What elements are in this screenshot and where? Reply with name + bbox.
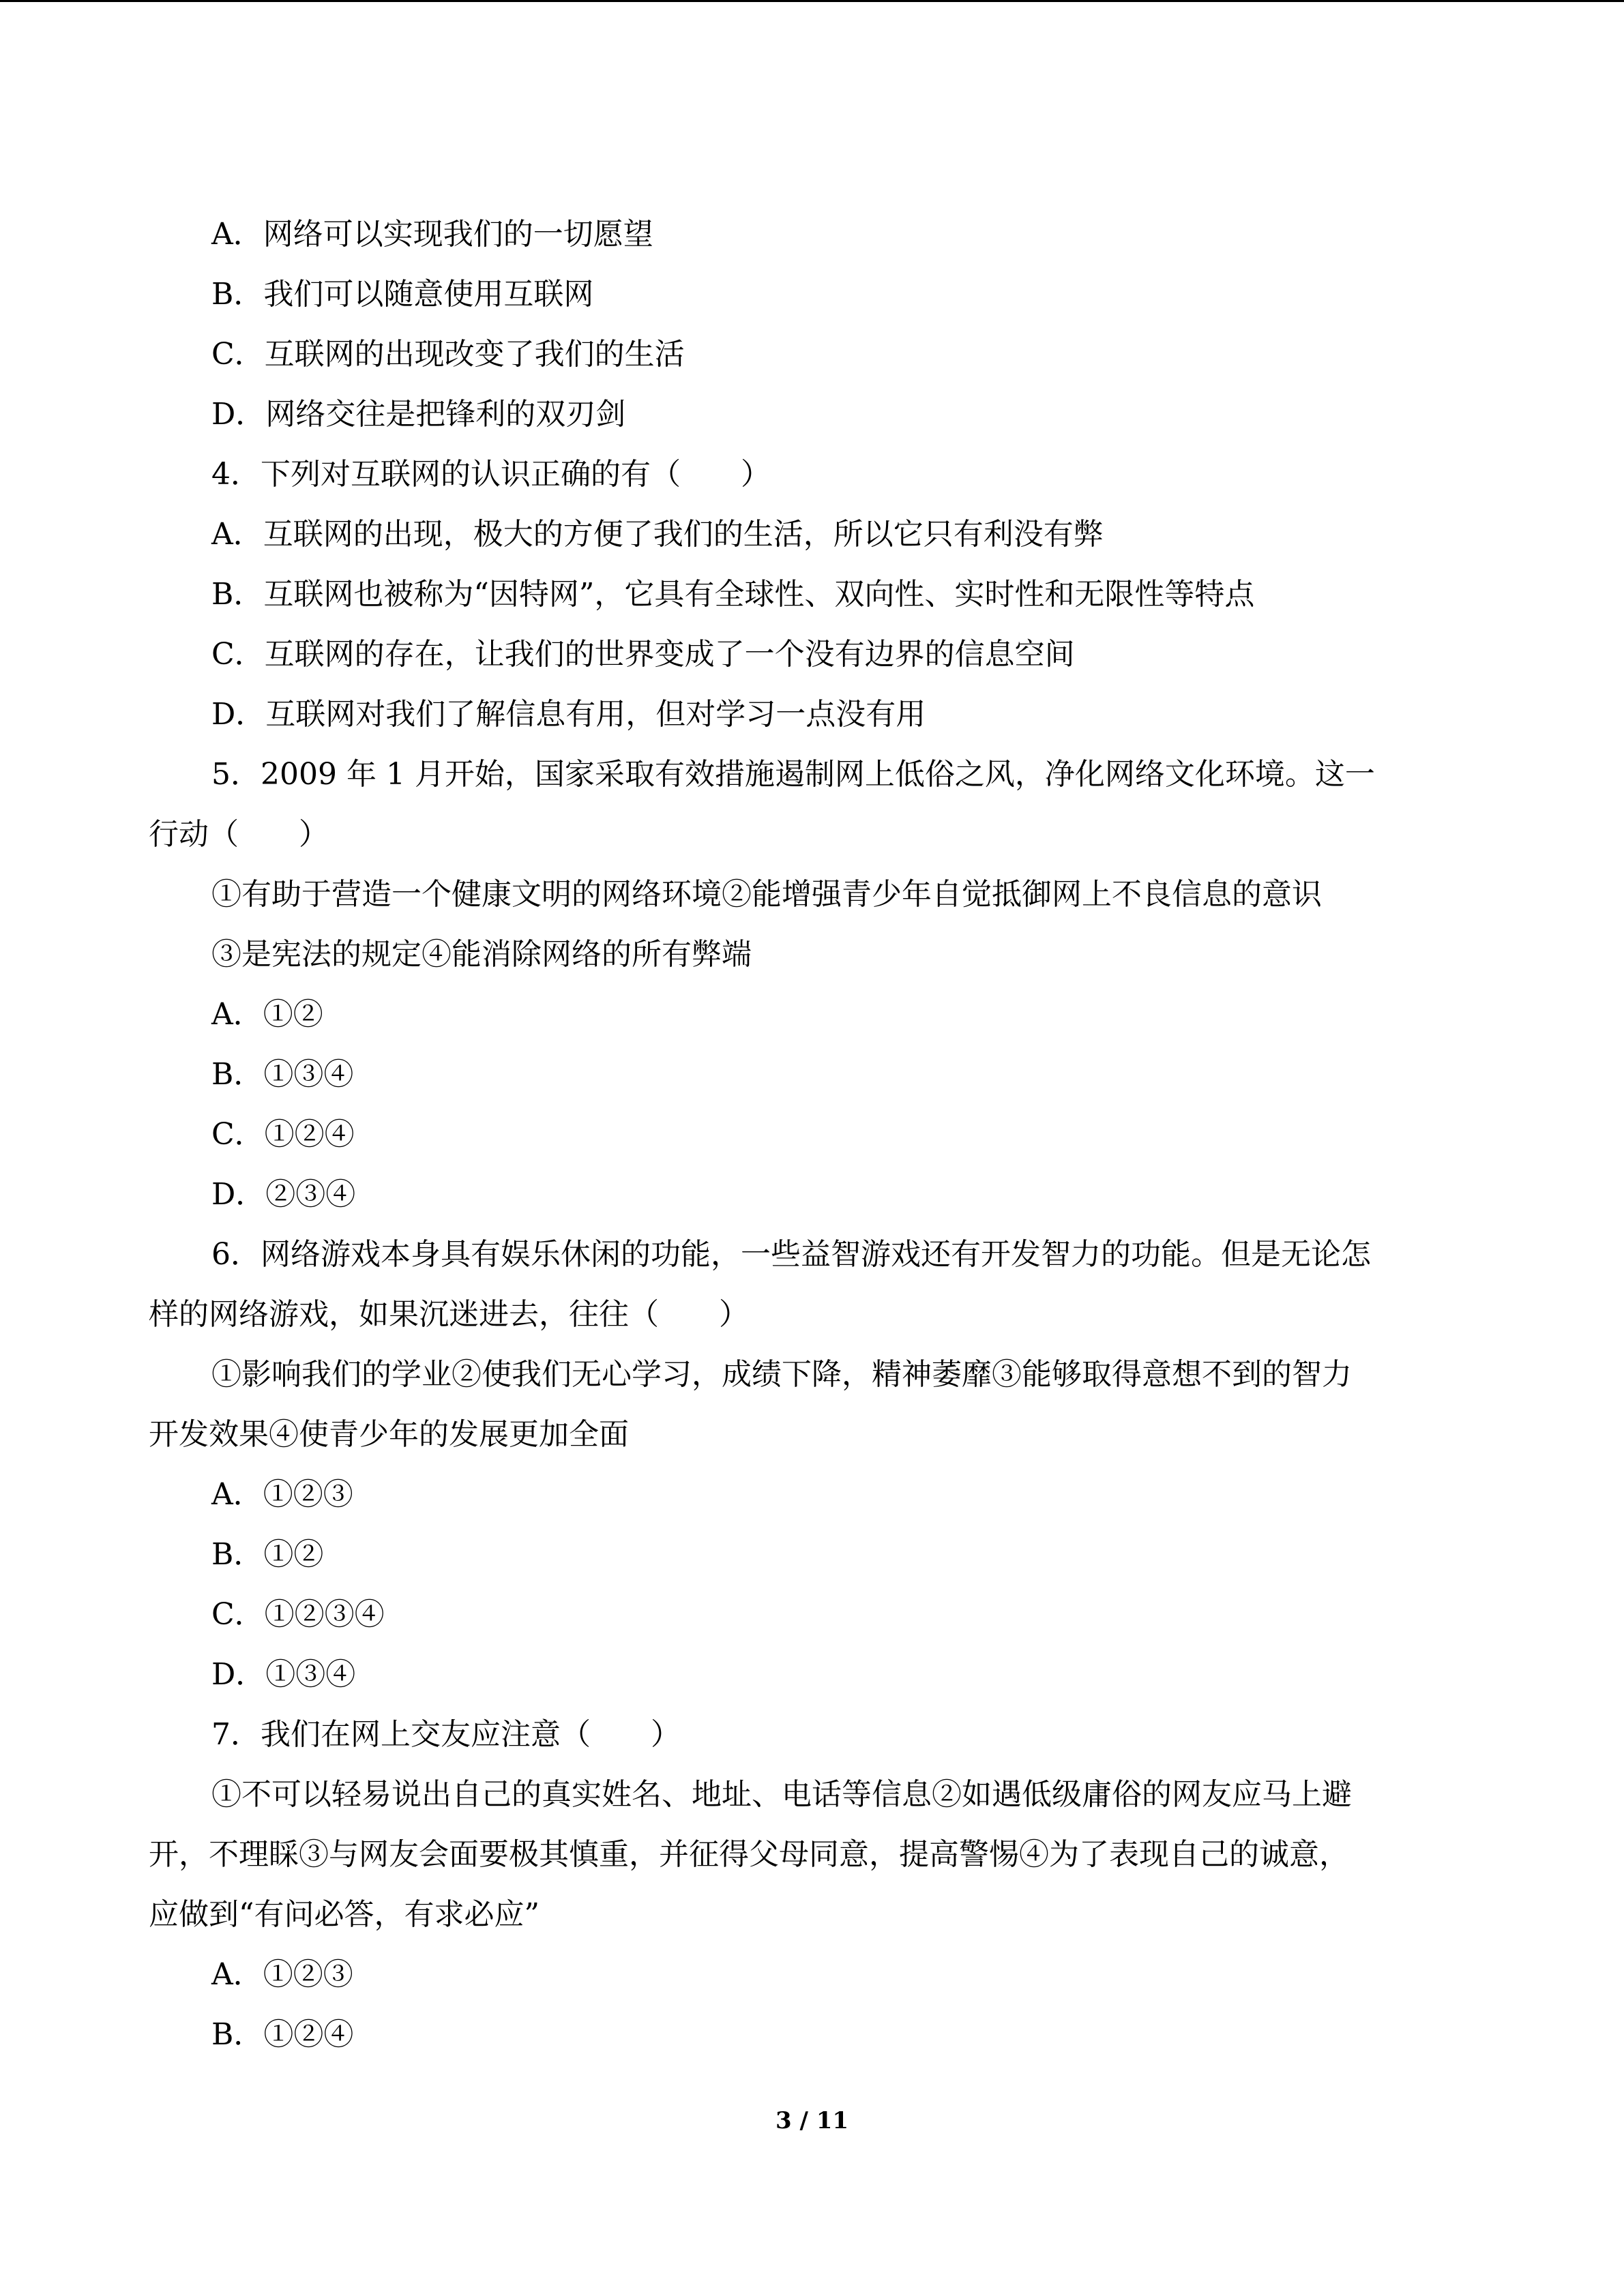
- q3-option-a: A．网络可以实现我们的一切愿望: [211, 217, 653, 252]
- q5-stem-line1: 5．2009 年 1 月开始，国家采取有效措施遏制网上低俗之风，净化网络文化环境。这一: [211, 757, 1375, 792]
- q6-option-b: B．①②: [211, 1537, 324, 1572]
- q5-statements-line2: ③是宪法的规定④能消除网络的所有弊端: [211, 937, 752, 972]
- q6-option-d: D．①③④: [211, 1657, 356, 1692]
- question-content: [149, 205, 1486, 2065]
- q7-statements-line3: 应做到“有问必答，有求必应”: [149, 1897, 540, 1932]
- q3-option-c: C．互联网的出现改变了我们的生活: [211, 337, 685, 372]
- q5-statements-line1: ①有助于营造一个健康文明的网络环境②能增强青少年自觉抵御网上不良信息的意识: [211, 877, 1322, 912]
- page-number: 3 / 11: [775, 2107, 849, 2134]
- q5-option-d: D．②③④: [211, 1177, 356, 1212]
- q4-stem: 4．下列对互联网的认识正确的有（ ）: [211, 457, 771, 492]
- q5-stem-line2: 行动（ ）: [149, 817, 329, 852]
- q6-stem-line2: 样的网络游戏，如果沉迷进去，往往（ ）: [149, 1297, 749, 1332]
- q6-statements-line2: 开发效果④使青少年的发展更加全面: [149, 1417, 629, 1452]
- q4-option-b: B．互联网也被称为“因特网”，它具有全球性、双向性、实时性和无限性等特点: [211, 577, 1255, 612]
- q7-stem: 7．我们在网上交友应注意（ ）: [211, 1717, 681, 1752]
- q7-option-b: B．①②④: [211, 2017, 354, 2052]
- q6-option-c: C．①②③④: [211, 1597, 385, 1632]
- q4-option-a: A．互联网的出现，极大的方便了我们的生活，所以它只有利没有弊: [211, 517, 1104, 552]
- q4-option-c: C．互联网的存在，让我们的世界变成了一个没有边界的信息空间: [211, 637, 1075, 672]
- q4-option-d: D．互联网对我们了解信息有用，但对学习一点没有用: [211, 697, 926, 732]
- q7-option-a: A．①②③: [211, 1957, 353, 1992]
- q3-option-b: B．我们可以随意使用互联网: [211, 277, 594, 312]
- q6-stem-line1: 6．网络游戏本身具有娱乐休闲的功能，一些益智游戏还有开发智力的功能。但是无论怎: [211, 1237, 1371, 1272]
- q7-statements-line1: ①不可以轻易说出自己的真实姓名、地址、电话等信息②如遇低级庸俗的网友应马上避: [211, 1777, 1352, 1812]
- q3-option-d: D．网络交往是把锋利的双刃剑: [211, 397, 626, 432]
- q5-option-c: C．①②④: [211, 1117, 355, 1152]
- q6-option-a: A．①②③: [211, 1477, 353, 1512]
- q5-option-a: A．①②: [211, 997, 323, 1032]
- q5-option-b: B．①③④: [211, 1057, 354, 1092]
- q6-statements-line1: ①影响我们的学业②使我们无心学习，成绩下降，精神萎靡③能够取得意想不到的智力: [211, 1357, 1352, 1392]
- q7-statements-line2: 开，不理睬③与网友会面要极其慎重，并征得父母同意，提高警惕④为了表现自己的诚意，: [149, 1837, 1349, 1872]
